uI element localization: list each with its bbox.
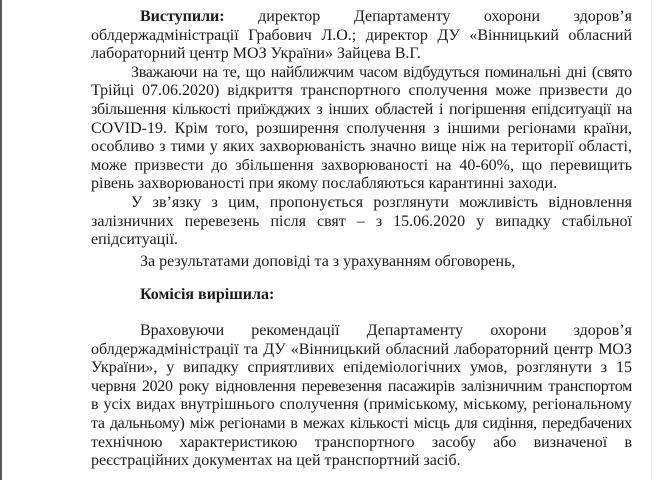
speakers-line: лабораторний центр МОЗ України» Зайцева В.Г. <box>91 45 421 63</box>
paragraph-line: COVID-19. Крім того, розширення сполучення з іншими регіонами країни, <box>91 119 632 137</box>
paragraph-line: Зважаючи на те, що найближчим часом відбудуться поминальні дні (свято <box>131 63 632 81</box>
paragraph-line: рівень захворюваності при якому послабляються карантинні заходи. <box>91 175 558 193</box>
decision-line: Враховуючи рекомендації Департаменту охорони здоров’я <box>140 322 632 339</box>
paragraph-1 <box>91 64 632 194</box>
decision-line: червня 2020 року відновлення перевезення пасажирів залізничним транспортом <box>91 377 632 395</box>
paragraph-line: особливо з тими у яких захворюваність значно вище ніж на території області, <box>91 138 632 156</box>
speakers-text: директор Департаменту охорони здоров’я <box>258 8 632 25</box>
speakers-label: Виступили: <box>140 8 225 25</box>
paragraph-3 <box>91 253 632 272</box>
speakers-section <box>91 8 632 64</box>
decision-line: технічною характеристикою транспортного засобу або визначеної в <box>91 433 632 451</box>
decision-heading <box>91 286 632 305</box>
speakers-line: облдержадміністрації Грабович Л.О.; директор ДУ «Вінницький обласний <box>91 26 632 44</box>
paragraph-line: епідситуації. <box>91 231 179 249</box>
decision-line: України», у випадку сприятливих епідеміологічних умов, розглянути з 15 <box>91 359 632 377</box>
decision-heading-block <box>91 286 632 305</box>
page-left-edge <box>0 0 2 480</box>
paragraph-line: збільшення кількості приїжджих з інших областей і погіршення епідситуації на <box>91 100 632 118</box>
paragraph-line: може призвести до збільшення захворюваності на 40-60%, що перевищить <box>91 156 632 174</box>
paragraph-line: Трійці 07.06.2020) відкриття транспортного сполучення може призвести до <box>91 82 632 100</box>
paragraph-line: залізничних перевезень після свят – з 15.06.2020 у випадку стабільної <box>91 212 632 230</box>
decision-line: реєстраційних документах на цей транспортний засіб. <box>91 452 461 470</box>
page-right-edge <box>651 0 652 480</box>
paragraph-line: У зв’язку з цим, пропонується розглянути можливість відновлення <box>131 194 632 211</box>
paragraph-2 <box>91 194 632 250</box>
decision-section <box>91 322 632 471</box>
speakers-first-line <box>91 8 632 27</box>
decision-line: в усіх видах внутрішнього сполучення (приміському, міському, регіональному <box>91 396 632 414</box>
decision-line: та дальньому) між регіонами в межах кількості місць для сидіння, передбачених <box>91 414 632 432</box>
decision-line: облдержадміністрації та ДУ «Вінницький обласний лабораторний центр МОЗ <box>91 340 632 358</box>
decision-heading-text: Комісія вирішила: <box>140 286 275 303</box>
paragraph-line: За результатами доповіді та з урахуванням обговорень, <box>140 253 516 270</box>
